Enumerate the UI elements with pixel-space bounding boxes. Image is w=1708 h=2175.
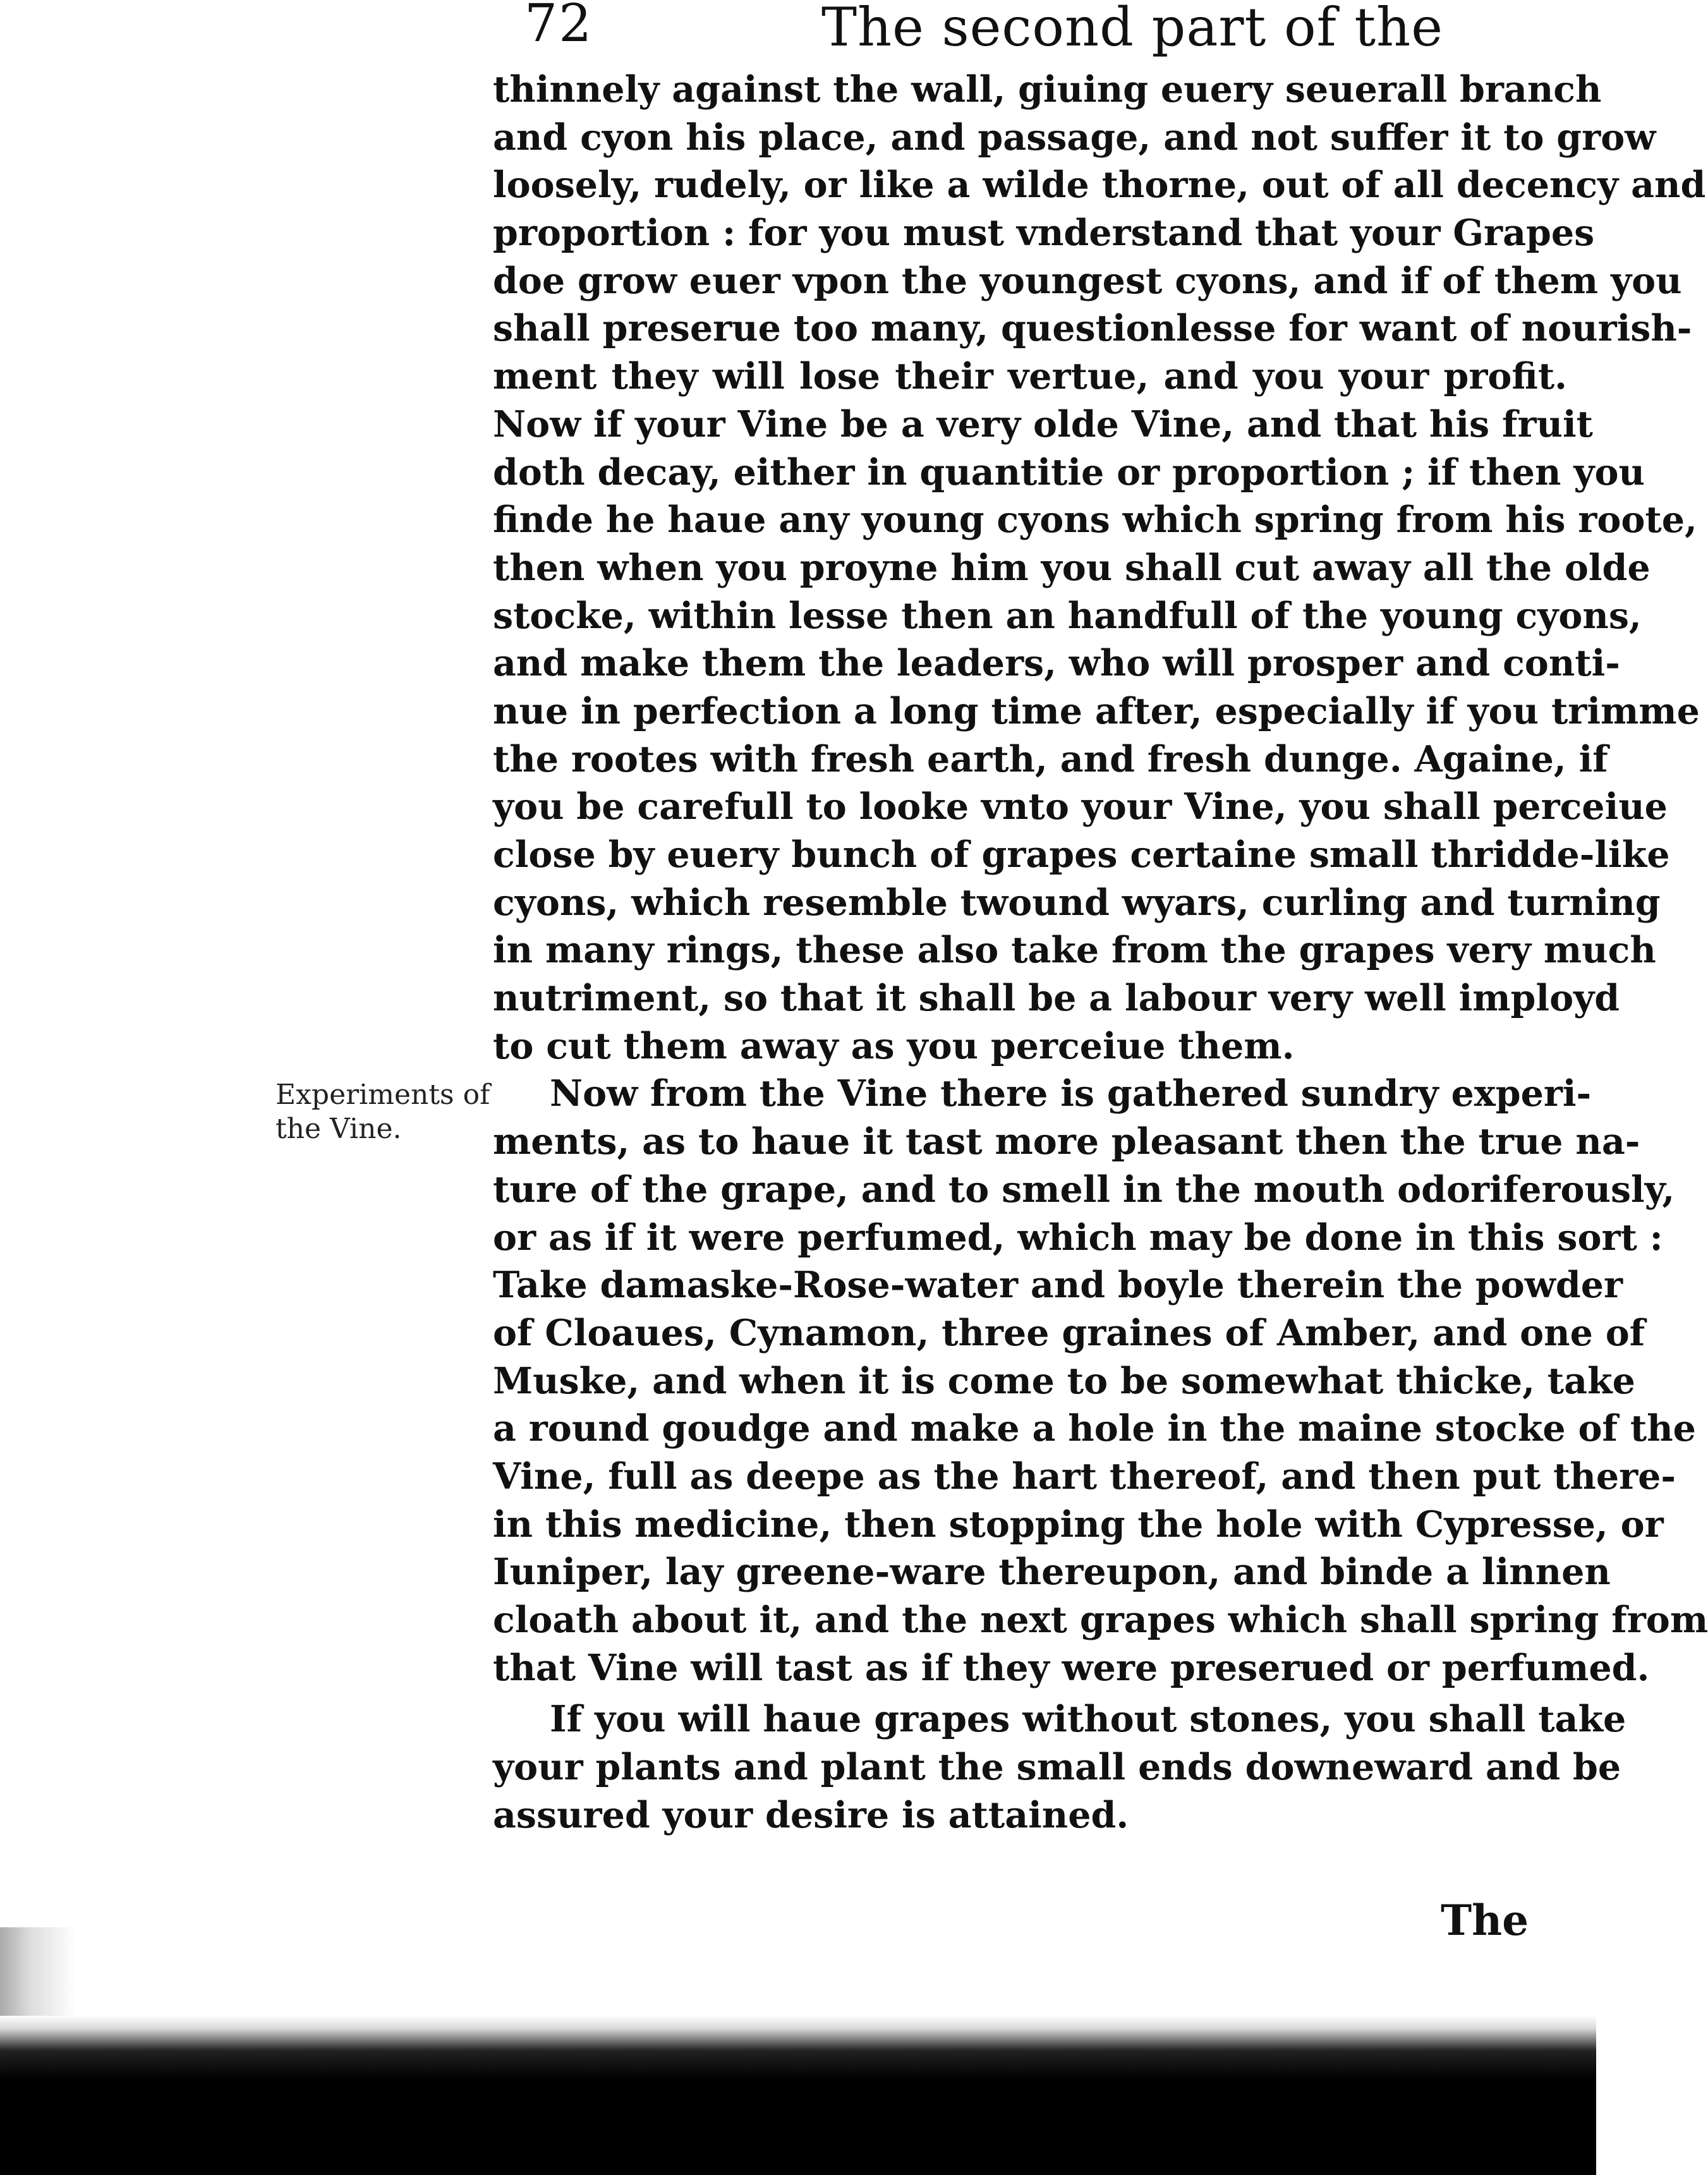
text-line: of Cloaues, Cynamon, three graines of Amber, and one of: [493, 1311, 1645, 1354]
text-line: shall preserue too many, questionlesse for want of nourish-: [493, 307, 1692, 350]
text-line: close by euery bunch of grapes certaine small thridde-like: [493, 833, 1670, 876]
text-line: finde he haue any young cyons which spring from his roote,: [493, 499, 1697, 542]
text-line: Vine, full as deepe as the hart thereof, and then put there-: [493, 1455, 1676, 1498]
text-line: nutriment, so that it shall be a labour very well imployd: [493, 977, 1620, 1020]
text-line: that Vine will tast as if they were preserued or perfumed.: [493, 1646, 1650, 1689]
text-line: or as if it were perfumed, which may be done in this sort :: [493, 1216, 1663, 1259]
text-line: in many rings, these also take from the grapes very much: [493, 929, 1656, 972]
text-line: Muske, and when it is come to be somewhat thicke, take: [493, 1359, 1635, 1402]
text-line: doe grow euer vpon the youngest cyons, and if of them you: [493, 259, 1682, 302]
body-text: [493, 66, 1708, 1839]
text-line: and cyon his place, and passage, and not suffer it to grow: [493, 116, 1656, 159]
text-line: the rootes with fresh earth, and fresh dunge. Againe, if: [493, 737, 1608, 780]
text-line: you be carefull to looke vnto your Vine, you shall perceiue: [493, 785, 1668, 828]
text-line: to cut them away as you perceiue them.: [493, 1024, 1295, 1067]
text-line: If you will haue grapes without stones, you shall take: [550, 1698, 1626, 1741]
running-head: The second part of the: [821, 0, 1443, 58]
text-line: your plants and plant the small ends downeward and be: [493, 1746, 1621, 1789]
text-line: ture of the grape, and to smell in the mouth odoriferously,: [493, 1168, 1675, 1211]
text-line: cyons, which resemble twound wyars, curling and turning: [493, 881, 1661, 924]
page-left-edge-shadow: [0, 1927, 76, 2028]
catchword: The: [1441, 1896, 1529, 1945]
text-line: ments, as to haue it tast more pleasant then the true na-: [493, 1120, 1640, 1163]
margin-note-line: the Vine.: [276, 1113, 402, 1145]
text-line: thinnely against the wall, giuing euery seuerall branch: [493, 68, 1602, 111]
text-line: Now if your Vine be a very olde Vine, and that his fruit: [493, 403, 1593, 445]
text-line: stocke, within lesse then an handfull of the young cyons,: [493, 594, 1642, 637]
margin-note: [276, 1078, 490, 1146]
page-bottom-edge-shadow: [0, 2016, 1596, 2175]
text-line: Iuniper, lay greene-ware thereupon, and binde a linnen: [493, 1551, 1611, 1594]
text-line: and make them the leaders, who will prosper and conti-: [493, 642, 1620, 685]
page-number: 72: [524, 0, 593, 54]
text-line: doth decay, either in quantitie or proportion ; if then you: [493, 451, 1645, 494]
text-line: assured your desire is attained.: [493, 1793, 1129, 1836]
text-line: cloath about it, and the next grapes which shall spring from: [493, 1599, 1708, 1641]
text-line: nue in perfection a long time after, especially if you trimme: [493, 689, 1700, 732]
text-line: Take damaske-Rose-water and boyle therein the powder: [493, 1264, 1623, 1307]
text-line: proportion : for you must vnderstand that your Grapes: [493, 212, 1595, 255]
text-line: ment they will lose their vertue, and you your profit.: [493, 355, 1567, 398]
text-line: a round goudge and make a hole in the maine stocke of the: [493, 1407, 1696, 1450]
text-line: then when you proyne him you shall cut away all the olde: [493, 546, 1650, 589]
page-header: [524, 0, 1443, 58]
text-line: Now from the Vine there is gathered sundry experi-: [550, 1072, 1592, 1115]
margin-note-line: Experiments of: [276, 1079, 490, 1111]
text-line: loosely, rudely, or like a wilde thorne, out of all decency and: [493, 164, 1706, 207]
text-line: in this medicine, then stopping the hole with Cypresse, or: [493, 1503, 1664, 1546]
